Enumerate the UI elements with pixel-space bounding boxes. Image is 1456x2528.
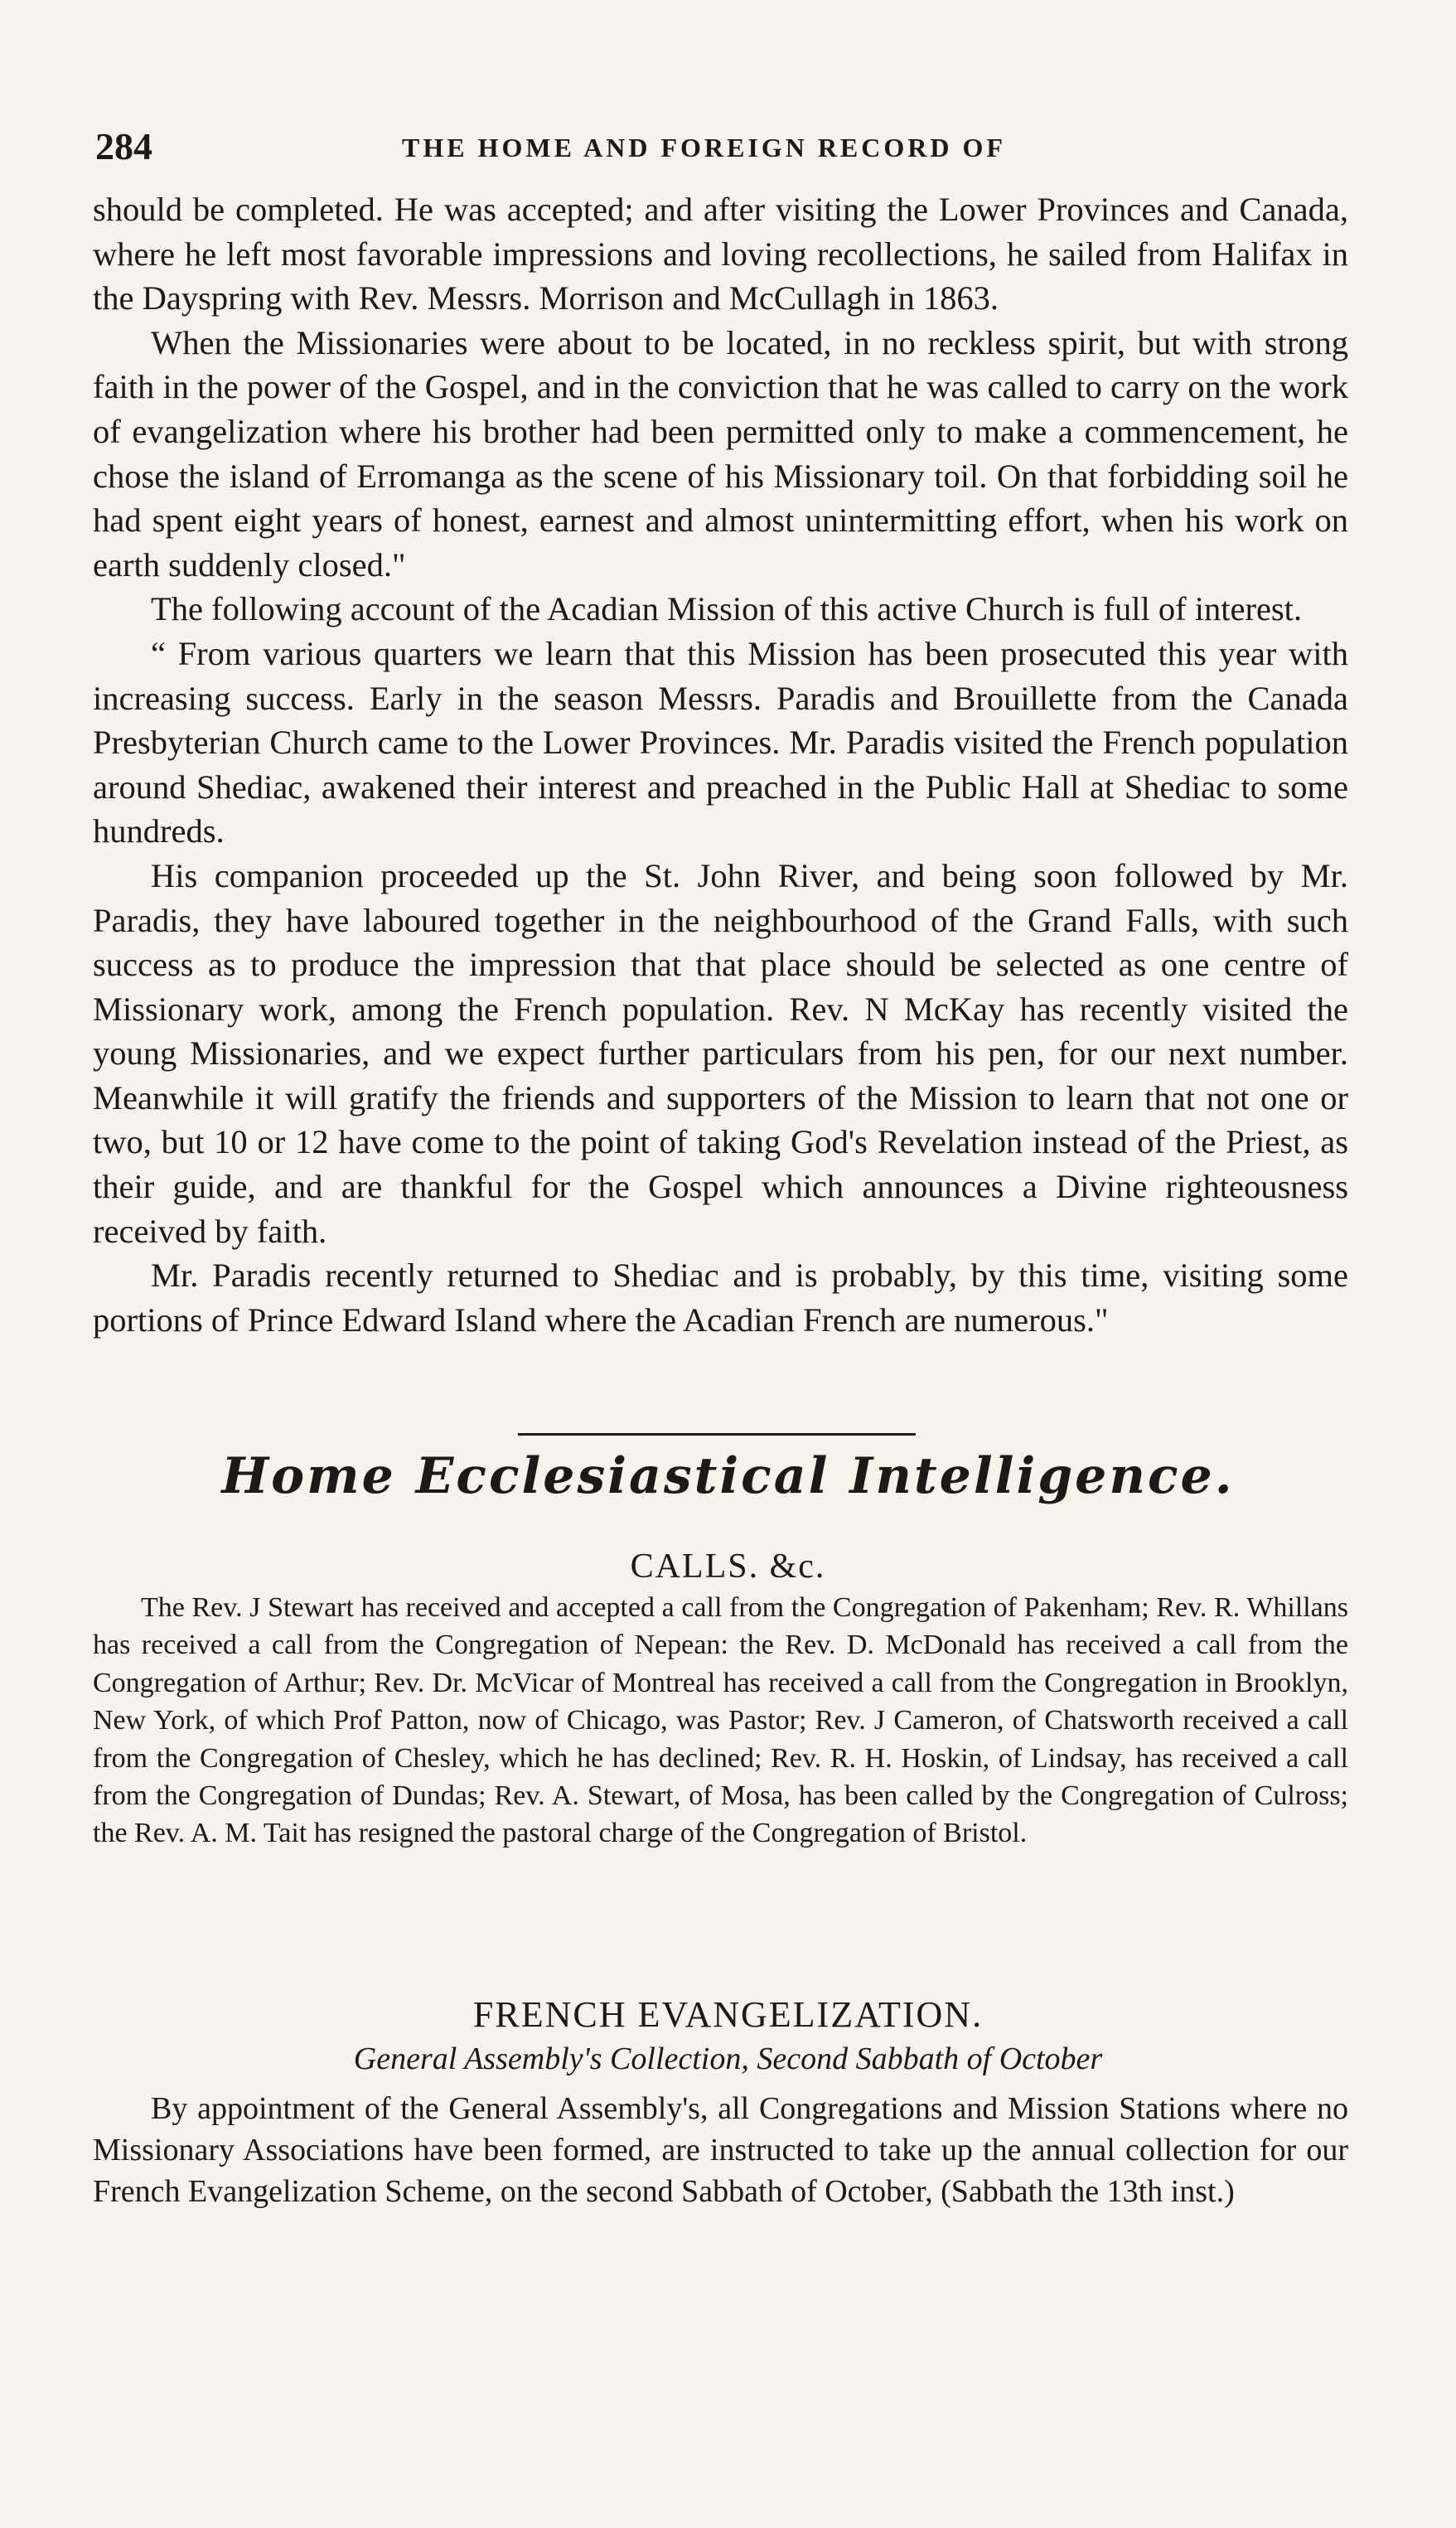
article-paragraph: The following account of the Acadian Mission of this active Church is full of interest. [151, 590, 1303, 628]
article-paragraph: Mr. Paradis recently returned to Shediac and is probably, by this time, visiting some portions of Prince Edward Island where the Acadian French are numerous." [93, 1257, 1348, 1339]
french-evangelization-heading: FRENCH EVANGELIZATION. [472, 1994, 984, 2035]
calls-heading: CALLS. &c. [630, 1547, 826, 1586]
section-divider [518, 1433, 916, 1436]
article-body [93, 187, 1348, 1342]
running-head: THE HOME AND FOREIGN RECORD OF [402, 133, 1006, 162]
article-paragraph: His companion proceeded up the St. John River, and being soon followed by Mr. Paradis, they have laboured together in the neighbourhood of the Grand Falls, with such success as to produce the impression that that place should be selected as one centre of Missionary work, among the French population. Rev. N McKay has recently visited the young Missionaries, and we expect further particulars from his pen, for our next number. Meanwhile it will gratify the friends and supporters of the Mission to learn that not one or two, but 10 or 12 have come to the point of taking God's Revelation instead of the Priest, as their guide, and are thankful for the Gospel which announces a Divine righteousness received by faith. [93, 856, 1348, 1250]
section-heading: Home Ecclesiastical Intelligence. [221, 1447, 1235, 1505]
article-paragraph: When the Missionaries were about to be located, in no reckless spirit, but with strong faith in the power of the Gospel, and in the conviction that he was called to carry on the work of evangelization where his brother had been permitted only to make a commencement, he chose the island of Erromanga as the scene of his Missionary toil. On that forbidding soil he had spent eight years of honest, earnest and almost unintermitting effort, when his work on earth suddenly closed." [93, 323, 1348, 584]
page-header [95, 124, 1338, 174]
french-paragraph: By appointment of the General Assembly's, all Congregations and Mission Stations where no Missionary Associations have been formed, are instructed to take up the annual collection for our French Evangelization Scheme, on the second Sabbath of October, (Sabbath the 13th inst.) [93, 2091, 1348, 2209]
french-evangelization-section [93, 2088, 1348, 2212]
french-evangelization-subheading: General Assembly's Collection, Second Sabbath of October [353, 2041, 1103, 2076]
calls-section [93, 1589, 1348, 1852]
calls-paragraph: The Rev. J Stewart has received and accepted a call from the Congregation of Pakenham; Rev. R. Whillans has received a call from the Congregation of Nepean: the Rev. D. McDonald has received a call from the Congregation of Arthur; Rev. Dr. McVicar of Montreal has received a call from the Congregation in Brooklyn, New York, of which Prof Patton, now of Chicago, was Pastor; Rev. J Cameron, of Chatsworth received a call from the Congregation of Chesley, which he has declined; Rev. R. H. Hoskin, of Lindsay, has received a call from the Congregation of Dundas; Rev. A. Stewart, of Mosa, has been called by the Congregation of Culross; the Rev. A. M. Tait has resigned the pastoral charge of the Congregation of Bristol. [93, 1592, 1348, 1849]
article-paragraph: should be completed. He was accepted; and after visiting the Lower Provinces and Canada, where he left most favorable impressions and loving recollections, he sailed from Halifax in the Dayspring with Rev. Messrs. Morrison and McCullagh in 1863. [93, 191, 1348, 317]
page-number: 284 [95, 125, 152, 167]
article-paragraph: “ From various quarters we learn that this Mission has been prosecuted this year with increasing success. Early in the season Messrs. Paradis and Brouillette from the Canada Presbyterian Church came to the Lower Provinces. Mr. Paradis visited the French population around Shediac, awakened their interest and preached in the Public Hall at Shediac to some hundreds. [93, 634, 1348, 850]
